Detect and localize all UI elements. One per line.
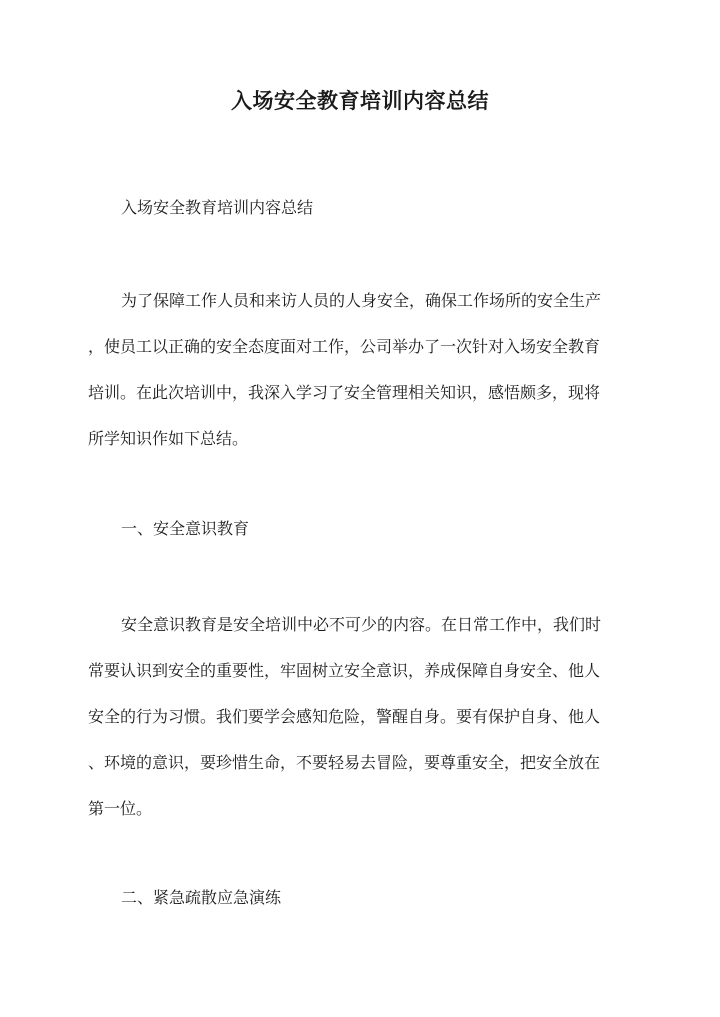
document-title: 入场安全教育培训内容总结 [231, 88, 489, 113]
intro-paragraph [88, 289, 633, 473]
paragraph-line: 常要认识到安全的重要性，牢固树立安全意识，养成保障自身安全、他人 [88, 661, 601, 680]
paragraph-line: 培训。在此次培训中，我深入学习了安全管理相关知识，感悟颇多，现将 [88, 383, 601, 402]
document-subtitle: 入场安全教育培训内容总结 [121, 198, 314, 217]
section-heading-emergency-drill: 二、紧急疏散应急演练 [121, 888, 282, 907]
paragraph-line: 、环境的意识，要珍惜生命，不要轻易去冒险，要尊重安全，把安全放在 [88, 753, 601, 772]
paragraph-line: 安全意识教育是安全培训中必不可少的内容。在日常工作中，我们时 [121, 615, 602, 634]
paragraph-line: 为了保障工作人员和来访人员的人身安全，确保工作场所的安全生产 [121, 291, 602, 310]
paragraph-line: 所学知识作如下总结。 [88, 429, 249, 448]
safety-awareness-paragraph [88, 613, 633, 843]
section-heading-safety-awareness: 一、安全意识教育 [121, 519, 250, 538]
paragraph-line: 第一位。 [88, 799, 153, 818]
paragraph-line: ，使员工以正确的安全态度面对工作，公司举办了一次针对入场安全教育 [88, 337, 601, 356]
paragraph-line: 安全的行为习惯。我们要学会感知危险，警醒自身。要有保护自身、他人 [88, 707, 601, 726]
